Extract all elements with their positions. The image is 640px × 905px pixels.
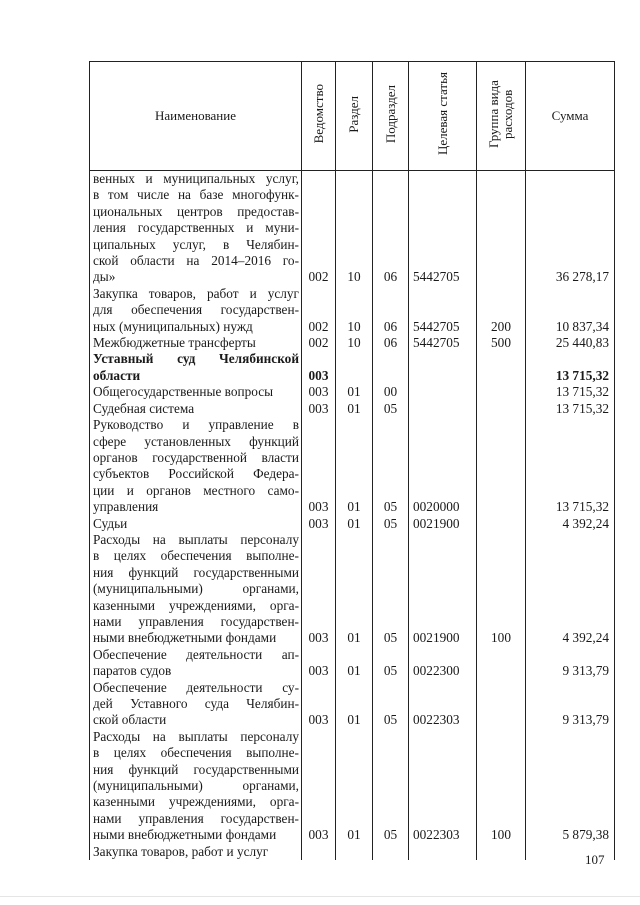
- row-podrazdel: 05: [373, 647, 409, 680]
- row-gruppa: [477, 401, 526, 417]
- row-name: [90, 844, 302, 860]
- row-name: [90, 532, 302, 647]
- row-celevaya-statya: [409, 844, 477, 860]
- row-name-line: субъектов Российской Федера-: [93, 466, 299, 482]
- header-name: Наименование: [90, 62, 302, 171]
- row-vedomstvo: 003: [302, 532, 336, 647]
- bottom-divider: [0, 896, 640, 897]
- row-podrazdel: [373, 351, 409, 384]
- row-vedomstvo: 003: [302, 401, 336, 417]
- table-row: [90, 729, 615, 844]
- row-name-line: ции и органов местного само-: [93, 482, 299, 498]
- header-summa: Сумма: [526, 62, 615, 171]
- row-celevaya-statya: 5442705: [409, 335, 477, 351]
- row-podrazdel: 05: [373, 516, 409, 532]
- row-name: [90, 729, 302, 844]
- row-name-line: в целях обеспечения выполне-: [93, 745, 299, 761]
- row-podrazdel: 05: [373, 417, 409, 515]
- row-gruppa: [477, 171, 526, 286]
- table-row: [90, 335, 615, 351]
- row-vedomstvo: 003: [302, 417, 336, 515]
- row-name-line: Судебная система: [93, 400, 195, 416]
- row-razdel: 01: [336, 384, 373, 400]
- row-gruppa: [477, 417, 526, 515]
- row-gruppa: 100: [477, 729, 526, 844]
- row-gruppa: [477, 351, 526, 384]
- row-summa: 13 715,32: [526, 401, 615, 417]
- header-vedomstvo: Ведомство: [302, 62, 336, 171]
- row-gruppa: [477, 844, 526, 860]
- row-name-line: Обеспечение деятельности ап-: [93, 646, 299, 662]
- row-gruppa: 200: [477, 286, 526, 335]
- row-name-line: ния функций государственными: [93, 761, 299, 777]
- table-row: [90, 680, 615, 729]
- row-razdel: [336, 844, 373, 860]
- row-celevaya-statya: 5442705: [409, 171, 477, 286]
- row-name-line: Расходы на выплаты персоналу: [93, 531, 299, 547]
- table-row: [90, 351, 615, 384]
- table-row: [90, 401, 615, 417]
- row-name: [90, 401, 302, 417]
- row-summa: 13 715,32: [526, 384, 615, 400]
- row-name-line: сфере установленных функций: [93, 433, 299, 449]
- table-row: [90, 532, 615, 647]
- row-vedomstvo: 002: [302, 335, 336, 351]
- row-name-line: дей Уставного суда Челябин-: [93, 696, 299, 711]
- row-name: [90, 680, 302, 729]
- row-podrazdel: 05: [373, 401, 409, 417]
- row-name-line: ской области на 2014–2016 го-: [93, 253, 299, 269]
- row-name-line: ципальных услуг, в Челябин-: [93, 236, 299, 252]
- row-name-line: Уставный суд Челябинской: [93, 351, 299, 367]
- header-celevaya-statya: Целевая статья: [409, 62, 477, 171]
- table-row: [90, 417, 615, 515]
- row-name-line: казенными учреждениями, орга-: [93, 597, 299, 613]
- row-name: [90, 335, 302, 351]
- table-row: [90, 286, 615, 335]
- row-podrazdel: [373, 844, 409, 860]
- row-summa: 9 313,79: [526, 680, 615, 729]
- row-podrazdel: 06: [373, 171, 409, 286]
- row-podrazdel: 05: [373, 729, 409, 844]
- row-summa: 4 392,24: [526, 516, 615, 532]
- row-name: [90, 647, 302, 680]
- row-name-line: Закупка товаров, работ и услуг: [93, 285, 299, 301]
- row-name-line: ды»: [93, 269, 116, 285]
- row-vedomstvo: 003: [302, 351, 336, 384]
- row-razdel: [336, 351, 373, 384]
- table-row: [90, 647, 615, 680]
- row-vedomstvo: 003: [302, 647, 336, 680]
- row-razdel: 01: [336, 680, 373, 729]
- row-name-line: (муниципальными) органами,: [93, 581, 299, 597]
- row-summa: 36 278,17: [526, 171, 615, 286]
- row-summa: 13 715,32: [526, 351, 615, 384]
- row-celevaya-statya: [409, 384, 477, 400]
- row-name-line: ской области: [93, 712, 167, 728]
- row-razdel: 10: [336, 171, 373, 286]
- row-razdel: 10: [336, 335, 373, 351]
- page-number: 107: [585, 852, 605, 867]
- row-summa: 4 392,24: [526, 532, 615, 647]
- row-name-line: Межбюджетные трансферты: [93, 335, 256, 351]
- row-name-line: Обеспечение деятельности су-: [93, 679, 299, 695]
- row-razdel: 01: [336, 516, 373, 532]
- row-vedomstvo: 002: [302, 171, 336, 286]
- row-name: [90, 417, 302, 515]
- table-header: [90, 62, 615, 171]
- row-name-line: ными внебюджетными фондами: [93, 827, 277, 843]
- budget-table: [89, 61, 615, 860]
- row-celevaya-statya: 0022303: [409, 729, 477, 844]
- row-vedomstvo: 003: [302, 729, 336, 844]
- row-razdel: 01: [336, 417, 373, 515]
- table-row: [90, 384, 615, 400]
- table-row: [90, 844, 615, 860]
- row-name-line: для обеспечения государствен-: [93, 302, 299, 318]
- row-gruppa: [477, 647, 526, 680]
- row-vedomstvo: [302, 844, 336, 860]
- row-summa: 13 715,32: [526, 417, 615, 515]
- table-row: [90, 516, 615, 532]
- row-name-line: циональных центров предостав-: [93, 203, 299, 219]
- row-name: [90, 384, 302, 400]
- table-row: [90, 171, 615, 286]
- table-body: [90, 171, 615, 861]
- row-podrazdel: 00: [373, 384, 409, 400]
- row-name: [90, 286, 302, 335]
- row-name-line: области: [93, 367, 141, 383]
- row-gruppa: [477, 516, 526, 532]
- row-name-line: Общегосударственные вопросы: [93, 384, 274, 400]
- row-podrazdel: 05: [373, 532, 409, 647]
- row-celevaya-statya: 5442705: [409, 286, 477, 335]
- row-summa: 25 440,83: [526, 335, 615, 351]
- row-vedomstvo: 003: [302, 680, 336, 729]
- row-summa: 9 313,79: [526, 647, 615, 680]
- row-summa: 5 879,38: [526, 729, 615, 844]
- row-name-line: управления: [93, 499, 159, 515]
- row-name-line: ных (муниципальных) нужд: [93, 318, 253, 334]
- row-name-line: ными внебюджетными фондами: [93, 630, 277, 646]
- row-name-line: органов государственной власти: [93, 449, 299, 465]
- row-name-line: паратов судов: [93, 663, 172, 679]
- header-gruppa-vida-rashodov: Группа вида расходов: [477, 62, 526, 171]
- row-celevaya-statya: 0020000: [409, 417, 477, 515]
- row-gruppa: 500: [477, 335, 526, 351]
- row-name-line: в том числе на базе многофунк-: [93, 187, 299, 203]
- row-celevaya-statya: [409, 351, 477, 384]
- row-razdel: 01: [336, 401, 373, 417]
- row-name-line: в целях обеспечения выполне-: [93, 548, 299, 564]
- row-razdel: 10: [336, 286, 373, 335]
- row-gruppa: [477, 680, 526, 729]
- row-vedomstvo: 003: [302, 516, 336, 532]
- header-razdel: Раздел: [336, 62, 373, 171]
- row-name: [90, 351, 302, 384]
- row-name-line: нами управления государствен-: [93, 613, 299, 629]
- row-podrazdel: 06: [373, 286, 409, 335]
- row-podrazdel: 05: [373, 680, 409, 729]
- row-name-line: ления государственных и муни-: [93, 220, 299, 236]
- row-name-line: (муниципальными) органами,: [93, 778, 299, 794]
- row-celevaya-statya: 0022303: [409, 680, 477, 729]
- row-gruppa: 100: [477, 532, 526, 647]
- row-name-line: венных и муниципальных услуг,: [93, 171, 299, 186]
- row-celevaya-statya: 0021900: [409, 532, 477, 647]
- row-name: [90, 516, 302, 532]
- row-celevaya-statya: 0021900: [409, 516, 477, 532]
- row-celevaya-statya: [409, 401, 477, 417]
- row-razdel: 01: [336, 532, 373, 647]
- row-razdel: 01: [336, 647, 373, 680]
- row-name-line: Судьи: [93, 515, 128, 531]
- row-vedomstvo: 002: [302, 286, 336, 335]
- row-name: [90, 171, 302, 286]
- row-name-line: Руководство и управление в: [93, 417, 299, 433]
- row-name-line: нами управления государствен-: [93, 810, 299, 826]
- row-name-line: казенными учреждениями, орга-: [93, 794, 299, 810]
- row-podrazdel: 06: [373, 335, 409, 351]
- row-gruppa: [477, 384, 526, 400]
- row-razdel: 01: [336, 729, 373, 844]
- row-vedomstvo: 003: [302, 384, 336, 400]
- row-name-line: ния функций государственными: [93, 564, 299, 580]
- header-podrazdel: Подраздел: [373, 62, 409, 171]
- row-name-line: Расходы на выплаты персоналу: [93, 728, 299, 744]
- row-summa: 10 837,34: [526, 286, 615, 335]
- row-name-line: Закупка товаров, работ и услуг: [93, 843, 269, 859]
- row-celevaya-statya: 0022300: [409, 647, 477, 680]
